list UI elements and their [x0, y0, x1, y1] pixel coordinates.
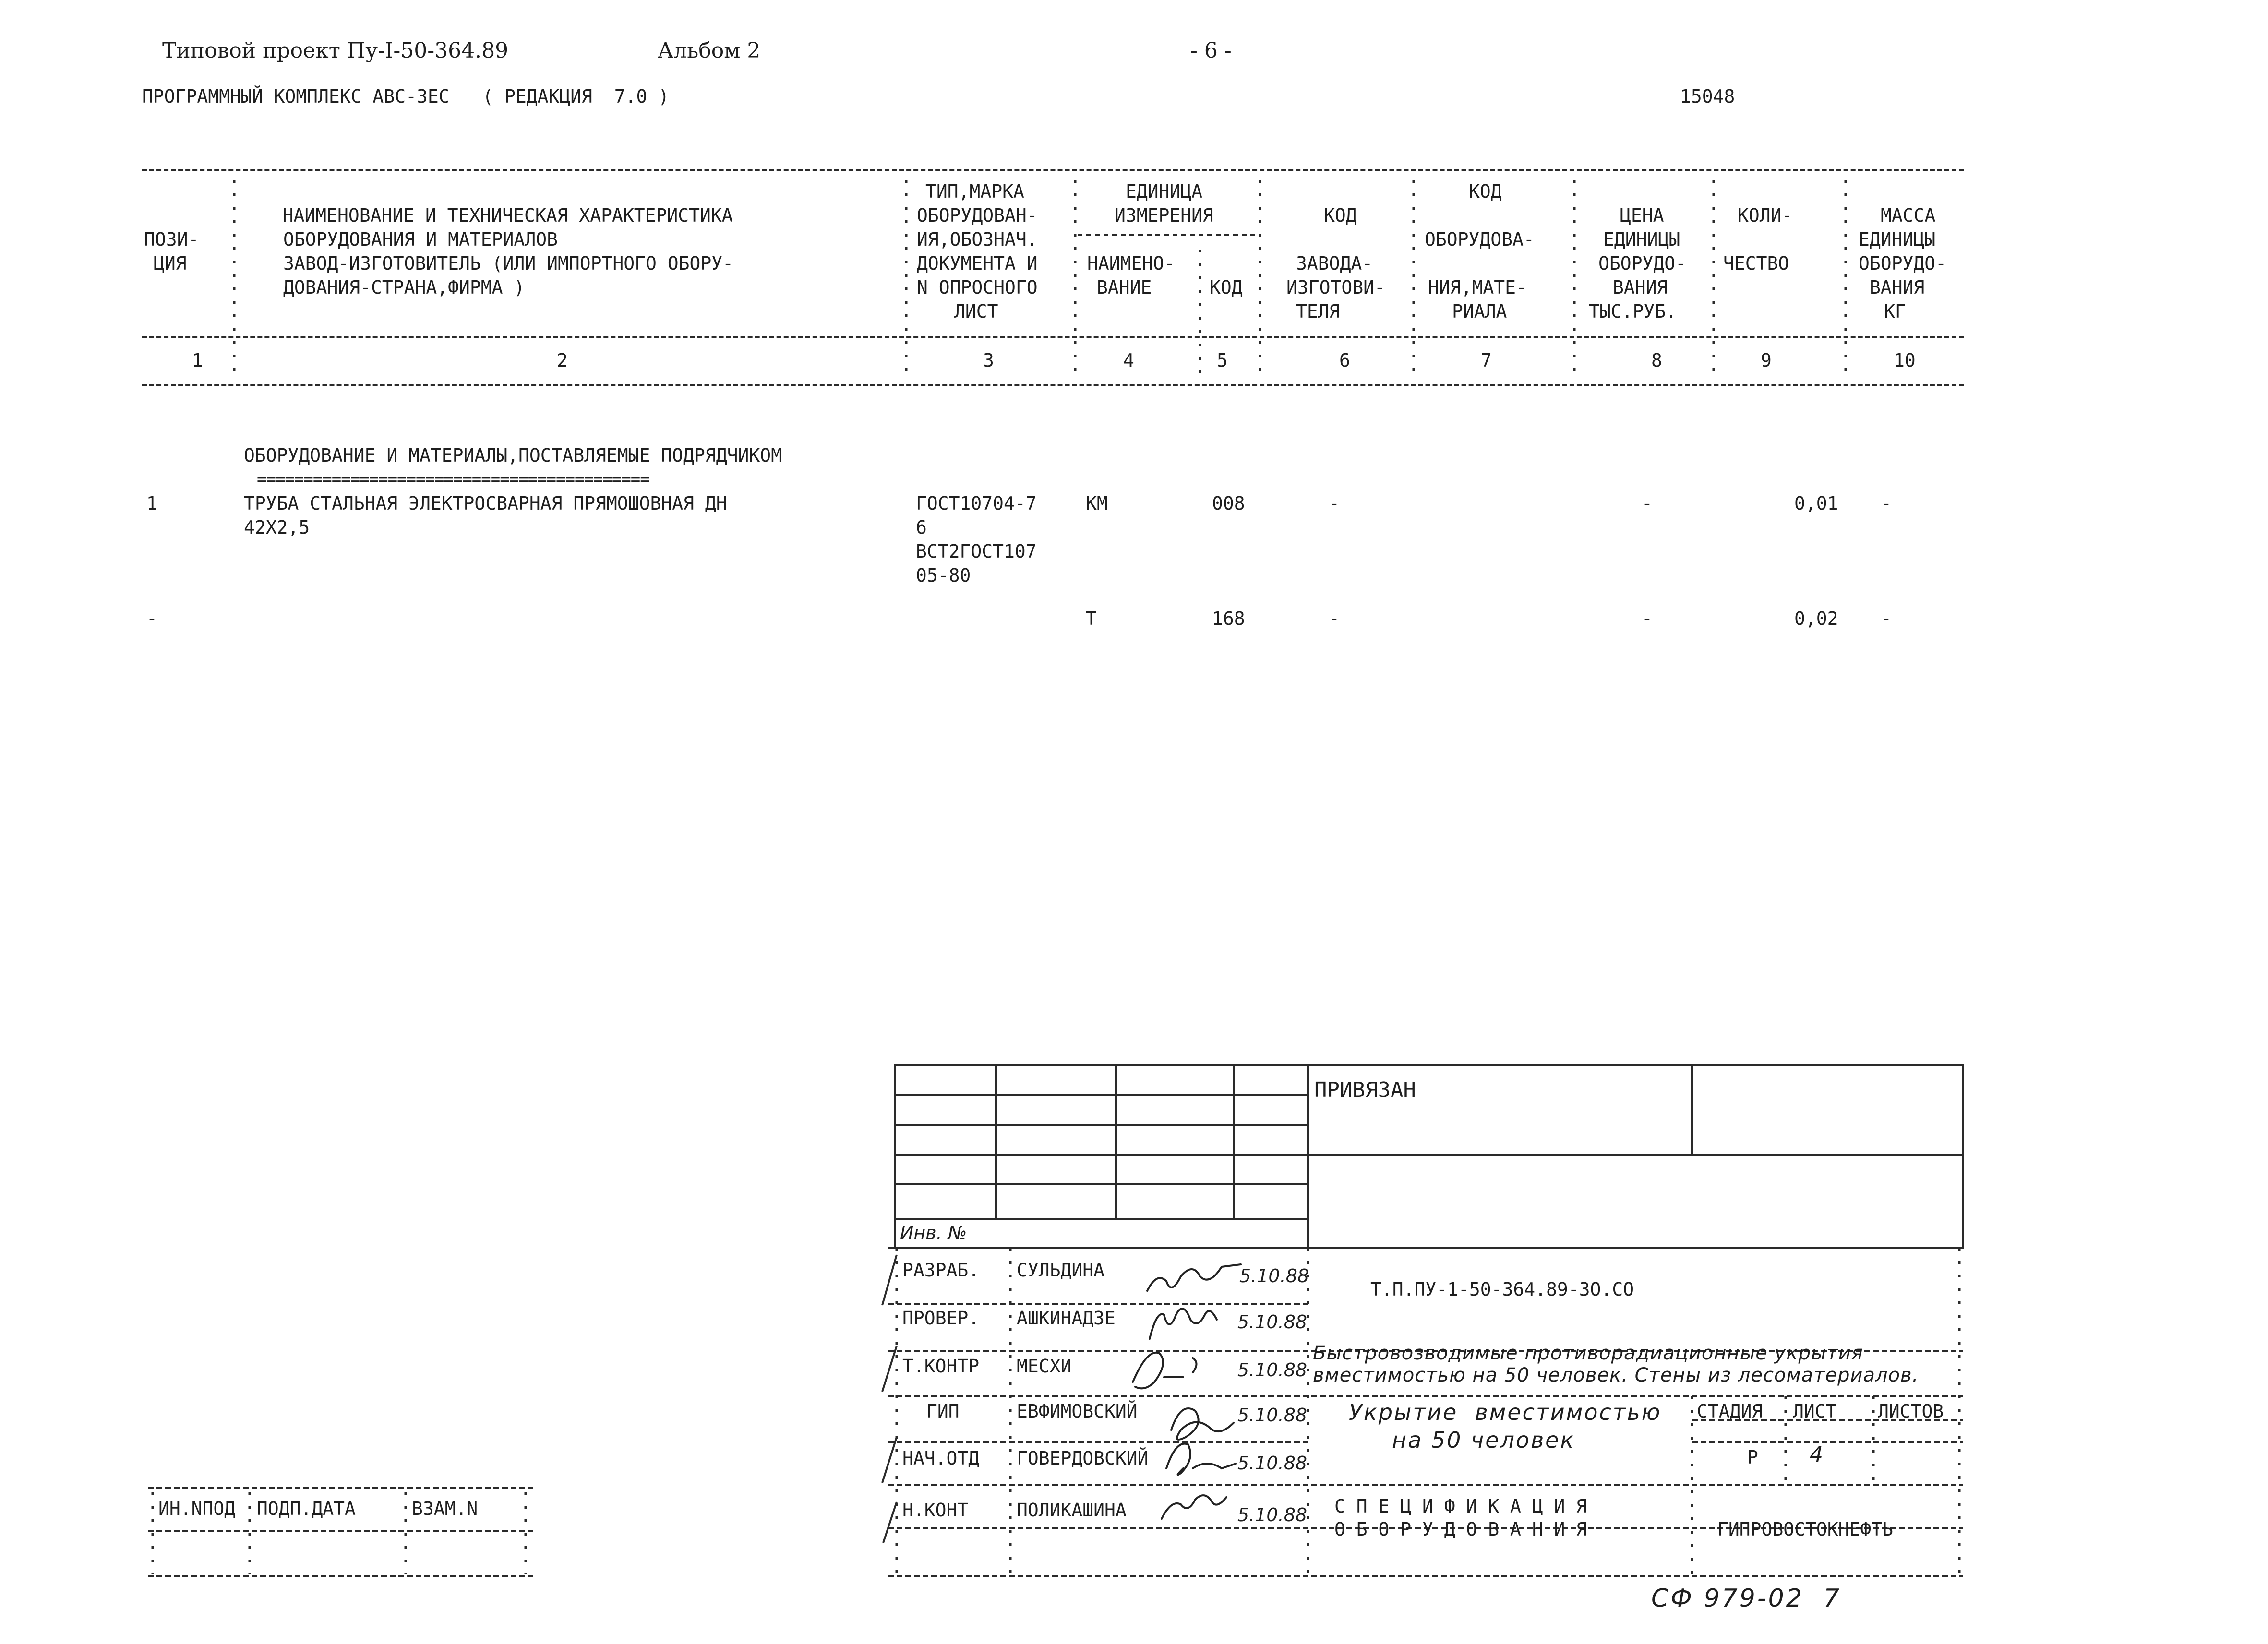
sheets-label: ЛИСТОВ [1878, 1401, 1944, 1422]
spec-line1: С П Е Ц И Ф И К А Ц И Я [1334, 1496, 1587, 1517]
signature-developer [1147, 1264, 1241, 1291]
album-number: Альбом 2 [658, 38, 761, 63]
page-number: - 6 - [1190, 38, 1232, 63]
spec-line2: О Б О Р У Д О В А Н И Я [1334, 1519, 1587, 1540]
sheet-title-line2: на 50 человек [1392, 1427, 1575, 1453]
signature-tech-control [1133, 1353, 1197, 1389]
signature-department-head [1166, 1444, 1236, 1475]
stage-label: СТАДИЯ [1697, 1401, 1763, 1422]
signature-norm-control [1162, 1495, 1226, 1519]
inventory-number-label: Инв. № [900, 1222, 967, 1243]
project-title: Типовой проект Пу-I-50-364.89 [162, 38, 509, 63]
signature-checker [1150, 1309, 1217, 1339]
sheet-title-line1: Укрытие вместимостью [1349, 1399, 1662, 1425]
organization: ГИПРОВОСТОКНЕФТЬ [1717, 1519, 1894, 1540]
sheet-value: 4 [1810, 1442, 1823, 1467]
footer-handwritten-note: СФ 979-02 7 [1651, 1584, 1841, 1613]
program-complex: ПРОГРАММНЫЙ КОМПЛЕКС АВС-3ЕС ( РЕДАКЦИЯ 7.0 ) [142, 86, 670, 107]
sheet-label: ЛИСТ [1793, 1401, 1837, 1422]
document-code: 15048 [1680, 86, 1735, 107]
project-description-line1: Быстровозводимые противорадиационные укрытия [1313, 1342, 1863, 1364]
signature-chief-engineer [1171, 1408, 1234, 1440]
stage-value: Р [1747, 1447, 1758, 1468]
section-title: ОБОРУДОВАНИЕ И МАТЕРИАЛЫ,ПОСТАВЛЯЕМЫЕ ПОДРЯДЧИКОМ [244, 445, 782, 466]
document-page: Типовой проект Пу-I-50-364.89 Альбом 2 - 6 - ПРОГРАММНЫЙ КОМПЛЕКС АВС-3ЕС ( РЕДАКЦИЯ 7.0 ) 15048 ПОЗИ- ЦИЯ НАИМЕНОВАНИЕ И ТЕХНИЧЕСКАЯ ХАРАКТЕРИСТИКА ОБОРУДОВАНИЯ И МАТЕРИАЛОВ ЗАВОД-ИЗГОТОВИТЕЛЬ (ИЛИ ИМПОРТНОГО ОБОРУ- ДОВАНИЯ-СТРАНА,ФИРМА ) ТИП,МАРКА ОБОРУДОВАН- ИЯ,ОБОЗНАЧ. ДОКУМЕНТА И N ОПРОСНОГО ЛИСТ ЕДИНИЦА ИЗМЕРЕНИЯ НАИМЕНО- ВАНИЕ КОД КОД ЗАВОДА- ИЗГОТОВИ- ТЕЛЯ КОД ОБОРУДОВА- НИЯ,МАТЕ- РИАЛА ЦЕНА ЕДИНИЦЫ ОБОРУДО- ВАНИЯ ТЫС.РУБ. КОЛИ- ЧЕСТВО МАССА ЕДИНИЦЫ ОБОРУДО- ВАНИЯ КГ 1 2 3 4 5 6 7 8 9 10 ОБОРУДОВАНИЕ И МАТЕРИАЛЫ,ПОСТАВЛЯЕМЫЕ ПОДРЯДЧИКОМ ========================================== 1 ТРУБА СТАЛЬНАЯ ЭЛЕКТРОСВАРНАЯ ПРЯМОШОВНАЯ ДН 42Х2,5 ГОСТ10704-7 6 ВСТ2ГОСТ107 05-80 КМ 008 - - 0,01 - - Т 168 - - 0,02 - ПРИВЯЗАН Инв. № РАЗРАБ. СУЛЬДИНА 5.10.88 ПРОВЕР. АШКИНАДЗЕ 5.10.88 Т.КОНТР МЕСХИ 5.10.88 ГИП ЕВФИМОВСКИЙ 5.10.88 НАЧ.ОТД ГОВЕРДОВСКИЙ 5.10.88 Н.КОНТ ПОЛИКАШИНА 5.10.88 Т.П.ПУ-1-50-364.89-ЗО.СО Быстровозводимые противорадиационные укрытия вместимостью на 50 человек. Стены из лесоматериалов. Укрытие вместимостью на 50 человек СТАДИЯ ЛИСТ ЛИСТОВ Р 4 С П Е Ц И Ф И К А Ц И Я О Б О Р У Д О В А Н И Я ГИПРОВОСТОКНЕФТЬ ИН.NПОД ПОДП.ДАТА ВЗАМ.N СФ 979-02 7 [0, 0, 2268, 1644]
doc-code: Т.П.ПУ-1-50-364.89-ЗО.СО [1370, 1279, 1634, 1300]
project-description-line2: вместимостью на 50 человек. Стены из лесоматериалов. [1313, 1364, 1919, 1386]
privyazan-label: ПРИВЯЗАН [1314, 1078, 1416, 1102]
section-underline: ========================================== [257, 470, 649, 489]
